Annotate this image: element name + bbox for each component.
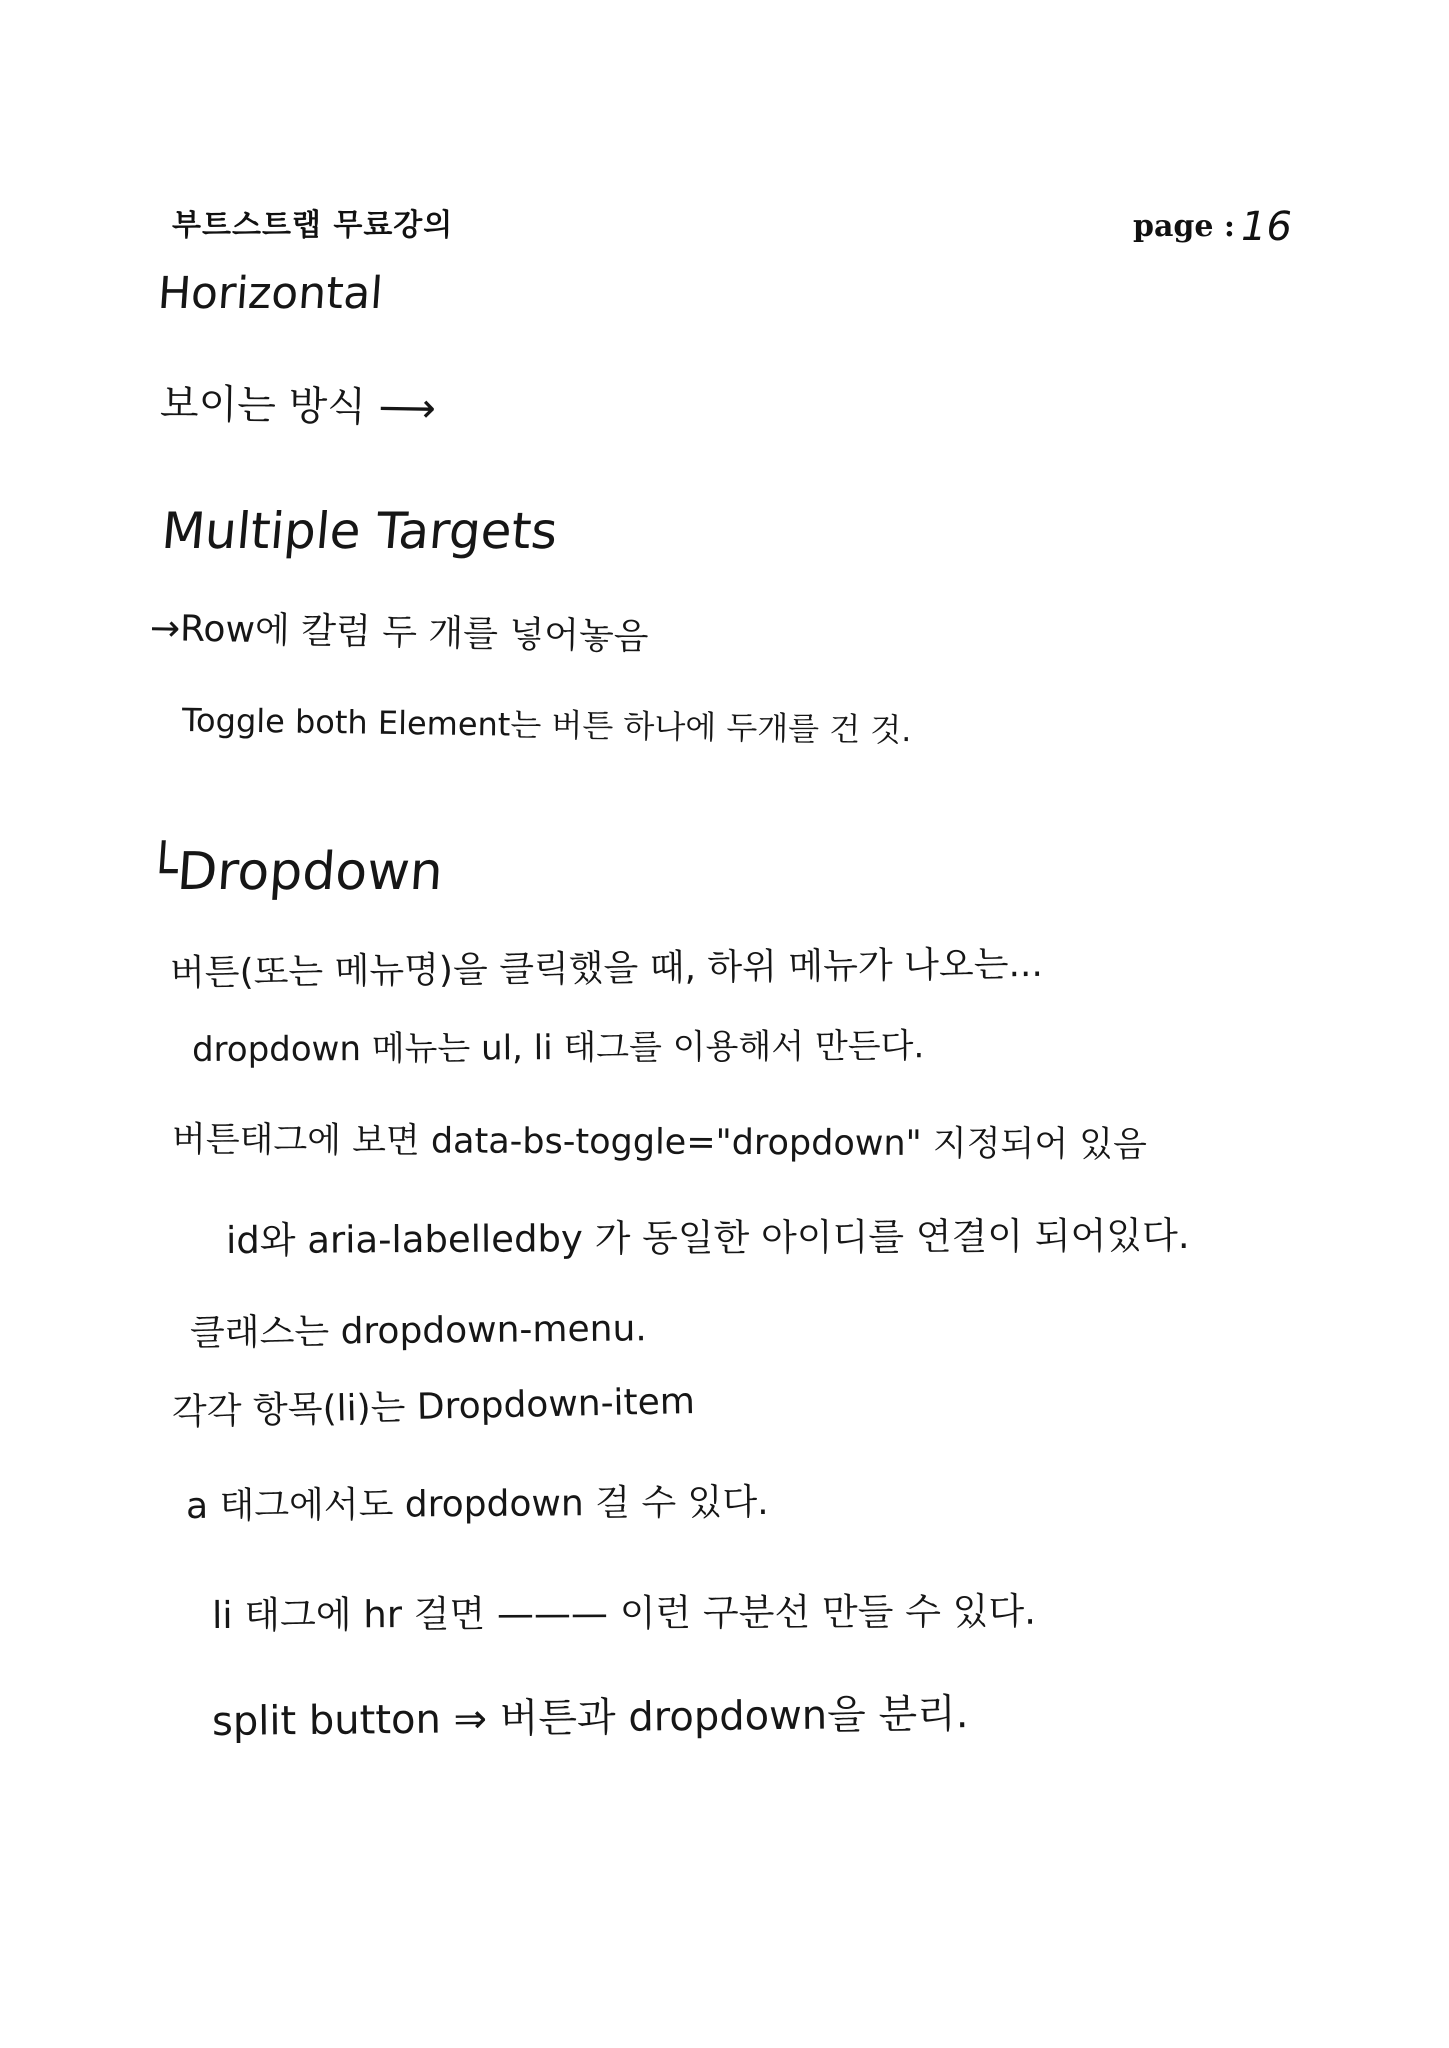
note-line-hr-divider: li 태그에 hr 걸면 ——— 이런 구분선 만들 수 있다. xyxy=(211,1589,1037,1637)
note-line-display-method: 보이는 방식 ⟶ xyxy=(159,381,437,432)
note-line-dropdown-ul-li: dropdown 메뉴는 ul, li 태그를 이용해서 만든다. xyxy=(191,1026,925,1070)
page-number: 16 xyxy=(1241,204,1292,250)
note-line-a-tag-dropdown: a 태그에서도 dropdown 걸 수 있다. xyxy=(185,1481,769,1527)
page-header-title: 부트스트랩 무료강의 xyxy=(172,208,454,243)
note-line-toggle-both: Toggle both Element는 버튼 하나에 두개를 건 것. xyxy=(181,701,912,750)
note-line-split-button: split button ⇒ 버튼과 dropdown을 분리. xyxy=(211,1691,969,1745)
note-line-aria-labelledby: id와 aria-labelledby 가 동일한 아이디를 연결이 되어있다. xyxy=(225,1213,1190,1262)
note-line-horizontal: Horizontal xyxy=(156,268,385,319)
note-line-dropdown-menu-class: 클래스는 dropdown-menu. xyxy=(189,1308,647,1354)
note-line-row-columns: →Row에 칼럼 두 개를 넣어놓음 xyxy=(149,608,649,658)
note-line-bs-toggle: 버튼태그에 보면 data-bs-toggle="dropdown" 지정되어 있음 xyxy=(171,1120,1147,1166)
note-line-dropdown-item: 각각 항목(li)는 Dropdown-item xyxy=(171,1381,696,1433)
note-line-dropdown-desc: 버튼(또는 메뉴명)을 클릭했을 때, 하위 메뉴가 나오는... xyxy=(169,943,1044,994)
page-label: page : xyxy=(1133,209,1235,244)
note-line-multiple-targets: Multiple Targets xyxy=(159,502,560,560)
note-line-dropdown-heading: └Dropdown xyxy=(143,842,445,902)
page-number-label xyxy=(1133,200,1292,250)
